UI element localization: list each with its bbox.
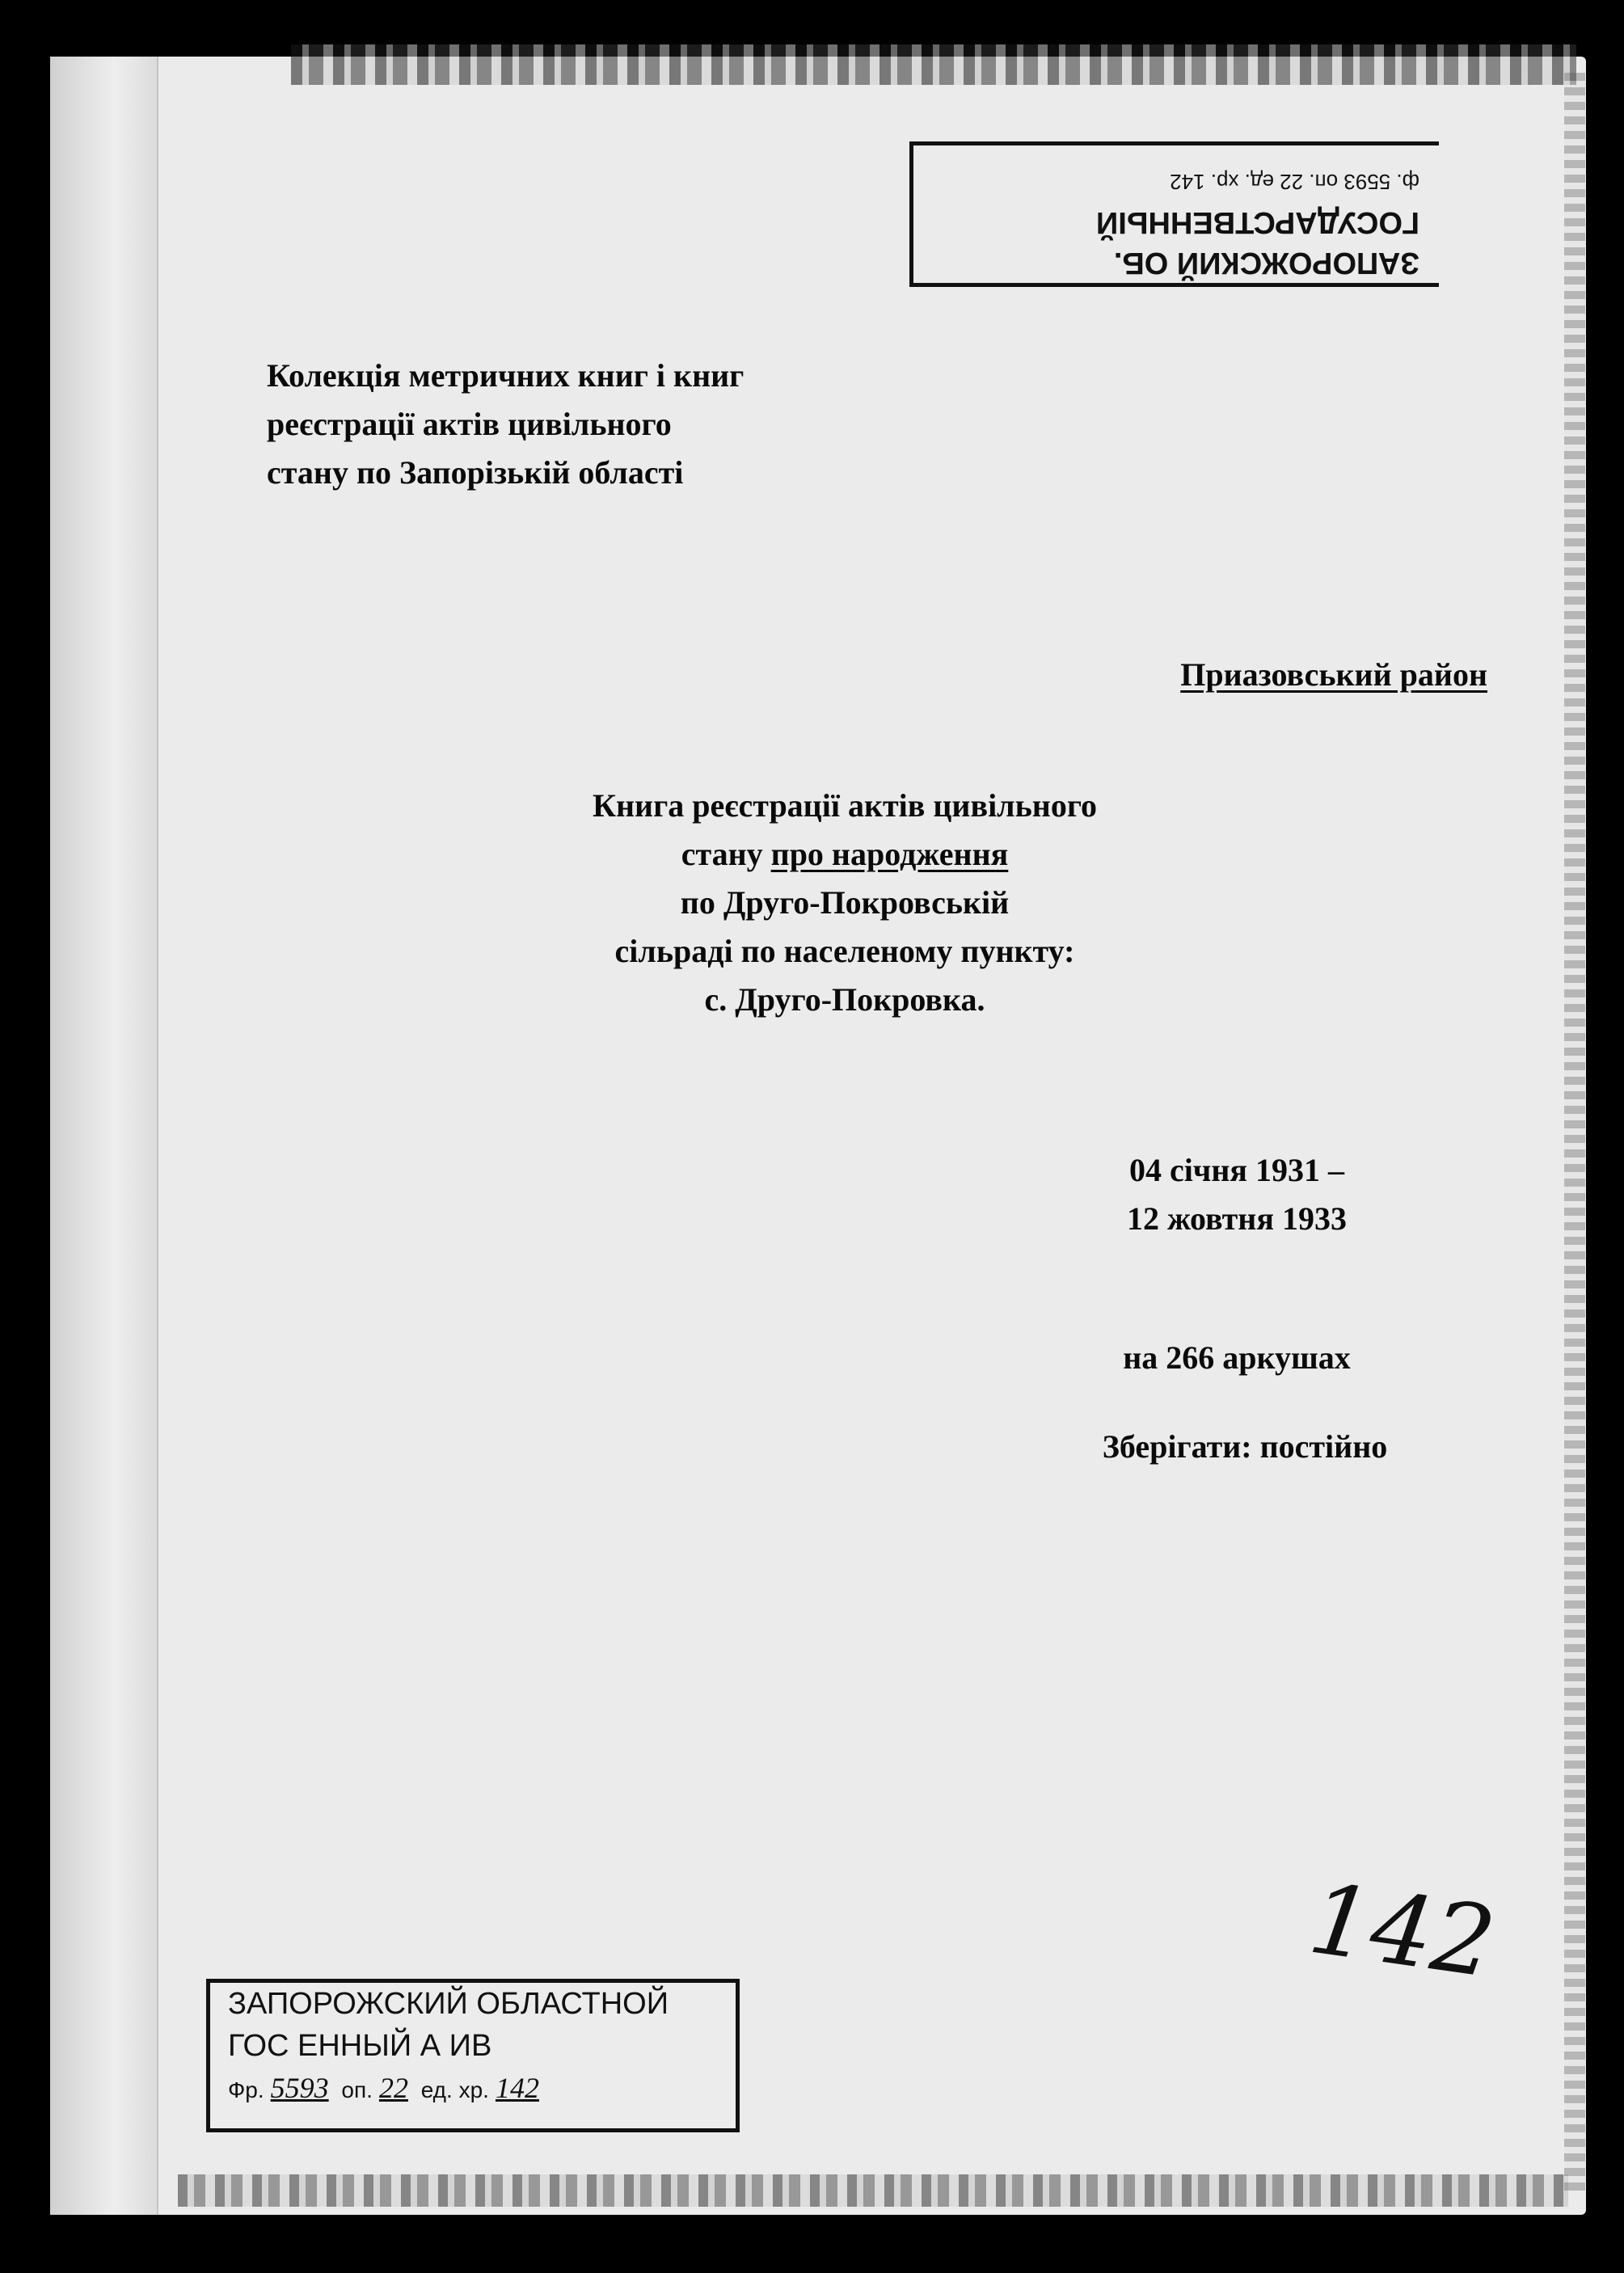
stamp-bottom-line1: ЗАПОРОЖСКИЙ ОБЛАСТНОЙ — [228, 1987, 669, 2021]
fond-label: Фр. — [228, 2077, 264, 2102]
district-heading — [970, 651, 1487, 699]
item-number: 142 — [495, 2072, 539, 2104]
collection-line: стану по Запорізькій області — [267, 454, 684, 491]
page-edge-top — [291, 44, 1576, 85]
stamp-top-line2: ГОСУДАРСТВЕННЫЙ — [1095, 205, 1419, 239]
page-edge-right — [1564, 73, 1585, 2191]
fond-number: 5593 — [270, 2072, 329, 2104]
stamp-bottom-line3 — [210, 2067, 736, 2111]
book-type-underlined: про народження — [770, 836, 1009, 872]
book-line: сільраді по населеному пункту: — [614, 933, 1075, 969]
stamp-top-line3: ф. 5593 оп. 22 ед. хр. 142 — [1170, 170, 1419, 194]
date-range — [1051, 1146, 1423, 1243]
page-edge-bottom — [178, 2174, 1568, 2207]
collection-line: Колекція метричних книг і книг — [267, 357, 745, 394]
archive-stamp-bottom — [206, 1979, 740, 2132]
book-line: по Друго-Покровській — [680, 884, 1010, 921]
archive-stamp-top — [909, 141, 1439, 287]
book-title — [469, 782, 1221, 1024]
book-line2-prefix: стану — [681, 836, 771, 872]
collection-title — [267, 352, 994, 497]
opis-number: 22 — [378, 2072, 408, 2104]
collection-line: реєстрації актів цивільного — [267, 406, 672, 442]
binding-spine — [50, 57, 158, 2215]
sheet-count: на 266 аркушах — [1123, 1339, 1351, 1376]
stamp-bottom-line2: ГОС ЕННЫЙ А ИВ — [228, 2029, 492, 2063]
book-line: Книга реєстрації актів цивільного — [593, 787, 1097, 824]
handwritten-number: 142 — [1302, 1862, 1502, 2001]
date-end: 12 жовтня 1933 — [1127, 1200, 1347, 1237]
stamp-top-line1: ЗАПОРОЖСКИЙ ОБ. — [1113, 246, 1419, 280]
book-line: с. Друго-Покровка. — [704, 981, 985, 1018]
date-start: 04 січня 1931 – — [1128, 1152, 1345, 1188]
item-label: ед. хр. — [420, 2077, 489, 2102]
retention-note: Зберігати: постійно — [1102, 1428, 1388, 1465]
opis-label: оп. — [341, 2077, 373, 2102]
book-line — [469, 830, 1221, 879]
district-name: Приазовський район — [1180, 656, 1487, 693]
